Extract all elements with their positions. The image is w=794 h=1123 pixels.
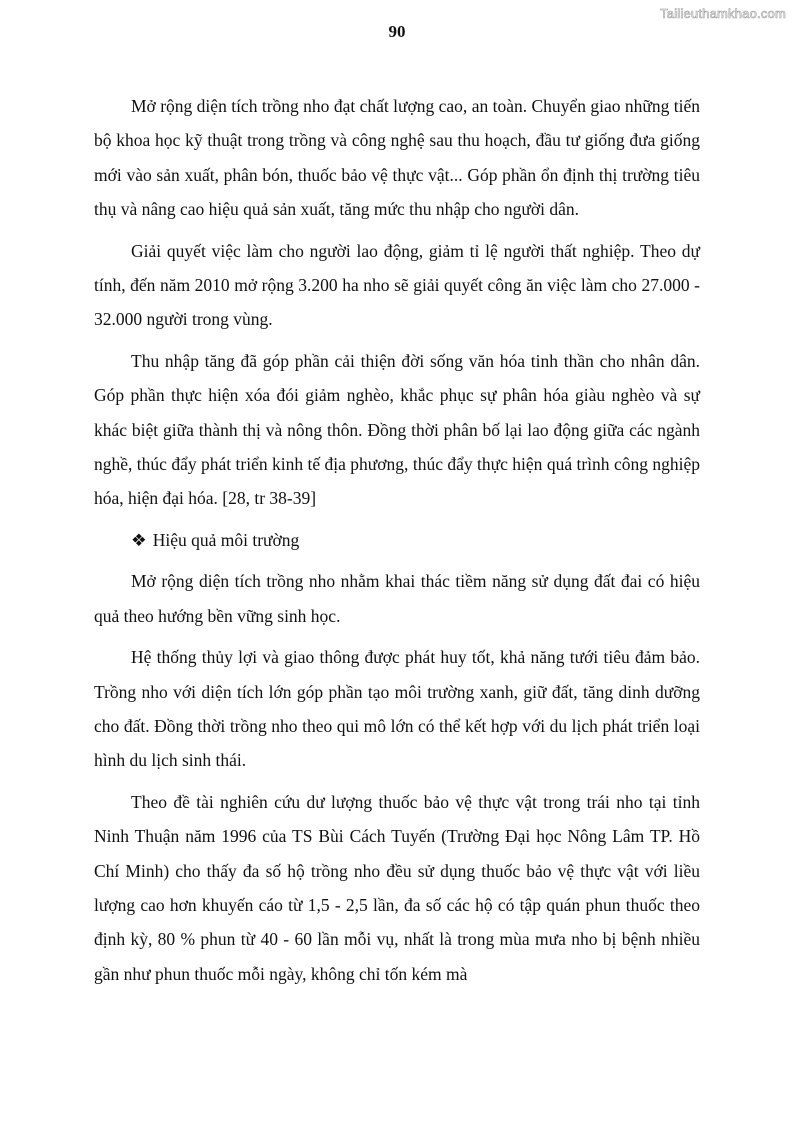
paragraph: Theo đề tài nghiên cứu dư lượng thuốc bảo vệ thực vật trong trái nho tại tỉnh Ninh Thuận năm 1996 của TS Bùi Cách Tuyến (Trường Đại học Nông Lâm TP. Hồ Chí Minh) cho thấy đa số hộ trồng nho đều sử dụng thuốc bảo vệ thực vật với liều lượng cao hơn khuyến cáo từ 1,5 - 2,5 lần, đa số các hộ có tập quán phun thuốc theo định kỳ, 80 % phun từ 40 - 60 lần mỗi vụ, nhất là trong mùa mưa nho bị bệnh nhiều gần như phun thuốc mỗi ngày, không chỉ tốn kém mà	[94, 791, 700, 984]
paragraph: Giải quyết việc làm cho người lao động, giảm tỉ lệ người thất nghiệp. Theo dự tính, đến năm 2010 mở rộng 3.200 ha nho sẽ giải quyết công ăn việc làm cho 27.000 - 32.000 người trong vùng.	[94, 240, 700, 330]
section-heading-text: Hiệu quả môi trường	[152, 529, 300, 550]
paragraph: Thu nhập tăng đã góp phần cải thiện đời sống văn hóa tinh thần cho nhân dân. Góp phần thực hiện xóa đói giảm nghèo, khắc phục sự phân hóa giàu nghèo và sự khác biệt giữa thành thị và nông thôn. Đồng thời phân bố lại lao động giữa các ngành nghề, thúc đẩy phát triển kinh tế địa phương, thúc đẩy thực hiện quá trình công nghiệp hóa, hiện đại hóa. [28, tr 38-39]	[94, 350, 700, 509]
section-heading	[94, 523, 700, 557]
paragraph: Mở rộng diện tích trồng nho nhằm khai thác tiềm năng sử dụng đất đai có hiệu quả theo hướng bền vững sinh học.	[94, 571, 700, 626]
diamond-bullet-icon: ❖	[131, 529, 147, 550]
watermark: Tailieuthamkhao.com	[660, 6, 786, 21]
page-number: 90	[388, 22, 406, 41]
document-body	[94, 89, 700, 998]
paragraph: Mở rộng diện tích trồng nho đạt chất lượng cao, an toàn. Chuyển giao những tiến bộ khoa học kỹ thuật trong trồng và công nghệ sau thu hoạch, đầu tư giống đưa giống mới vào sản xuất, phân bón, thuốc bảo vệ thực vật... Góp phần ổn định thị trường tiêu thụ và nâng cao hiệu quả sản xuất, tăng mức thu nhập cho người dân.	[94, 96, 700, 220]
paragraph: Hệ thống thủy lợi và giao thông được phát huy tốt, khả năng tưới tiêu đảm bảo. Trồng nho với diện tích lớn góp phần tạo môi trường xanh, giữ đất, tăng dinh dưỡng cho đất. Đồng thời trồng nho theo qui mô lớn có thể kết hợp với du lịch phát triển loại hình du lịch sinh thái.	[94, 647, 700, 771]
